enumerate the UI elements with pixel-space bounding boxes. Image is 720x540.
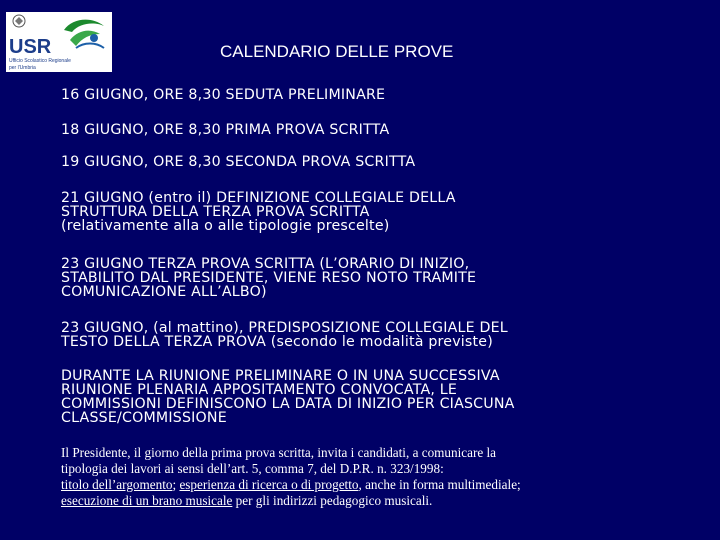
note-text: , anche in forma multimediale; [358, 477, 521, 492]
logo-subtitle-line2: per l'Umbria [9, 65, 36, 71]
schedule-item-4 [61, 191, 711, 233]
logo-usr-text: USR [9, 36, 52, 58]
schedule-item-6 [61, 321, 711, 349]
schedule-item-line: 16 GIUGNO, ORE 8,30 SEDUTA PRELIMINARE [61, 87, 386, 103]
schedule-item-line: TESTO DELLA TERZA PROVA (secondo le modalità previste) [61, 334, 493, 350]
president-note [61, 445, 716, 509]
note-line: Il Presidente, il giorno della prima prova scritta, invita i candidati, a comunicare la [61, 445, 497, 460]
schedule-item-line: STABILITO DAL PRESIDENTE, VIENE RESO NOTO TRAMITE [61, 270, 477, 286]
schedule-item-3 [61, 155, 711, 169]
schedule-item-line: 23 GIUGNO TERZA PROVA SCRITTA (L’ORARIO DI INIZIO, [61, 256, 470, 272]
schedule-item-line: DURANTE LA RIUNIONE PRELIMINARE O IN UNA SUCCESSIVA [61, 368, 500, 384]
logo-subtitle-line1: Ufficio Scolastico Regionale [9, 58, 71, 64]
schedule-item-1 [61, 88, 711, 102]
schedule-item-line: 21 GIUGNO (entro il) DEFINIZIONE COLLEGIALE DELLA [61, 190, 456, 206]
note-text: per gli indirizzi pedagogico musicali. [232, 493, 433, 508]
schedule-item-line: CLASSE/COMMISSIONE [61, 410, 227, 426]
emblem-icon [13, 15, 25, 27]
note-underlined-text: esecuzione di un brano musicale [61, 493, 233, 508]
note-separator: ; [172, 477, 180, 492]
usr-umbria-logo [6, 12, 112, 72]
note-line [61, 477, 716, 493]
swoosh-icon [64, 20, 104, 48]
schedule-item-5 [61, 257, 711, 299]
schedule-item-line: COMMISSIONI DEFINISCONO LA DATA DI INIZIO PER CIASCUNA [61, 396, 515, 412]
schedule-item-line: 18 GIUGNO, ORE 8,30 PRIMA PROVA SCRITTA [61, 122, 390, 138]
usr-logo-graphic [6, 12, 112, 72]
schedule-item-line: COMUNICAZIONE ALL’ALBO) [61, 284, 267, 300]
schedule-item-line: 23 GIUGNO, (al mattino), PREDISPOSIZIONE COLLEGIALE DEL [61, 320, 508, 336]
schedule-item-7 [61, 369, 711, 425]
schedule-item-line: STRUTTURA DELLA TERZA PROVA SCRITTA [61, 204, 370, 220]
note-line [61, 493, 716, 509]
note-underlined-text: titolo dell’argomento [61, 477, 173, 492]
note-underlined-text: esperienza di ricerca o di progetto [179, 477, 359, 492]
schedule-item-line: (relativamente alla o alle tipologie prescelte) [61, 218, 390, 234]
schedule-item-line: 19 GIUGNO, ORE 8,30 SECONDA PROVA SCRITTA [61, 154, 416, 170]
note-line: tipologia dei lavori ai sensi dell’art. 5, comma 7, del D.P.R. n. 323/1998: [61, 461, 444, 476]
schedule-item-2 [61, 123, 711, 137]
schedule-item-line: RIUNIONE PLENARIA APPOSITAMENTO CONVOCATA, LE [61, 382, 458, 398]
slide-title: CALENDARIO DELLE PROVE [220, 42, 454, 61]
